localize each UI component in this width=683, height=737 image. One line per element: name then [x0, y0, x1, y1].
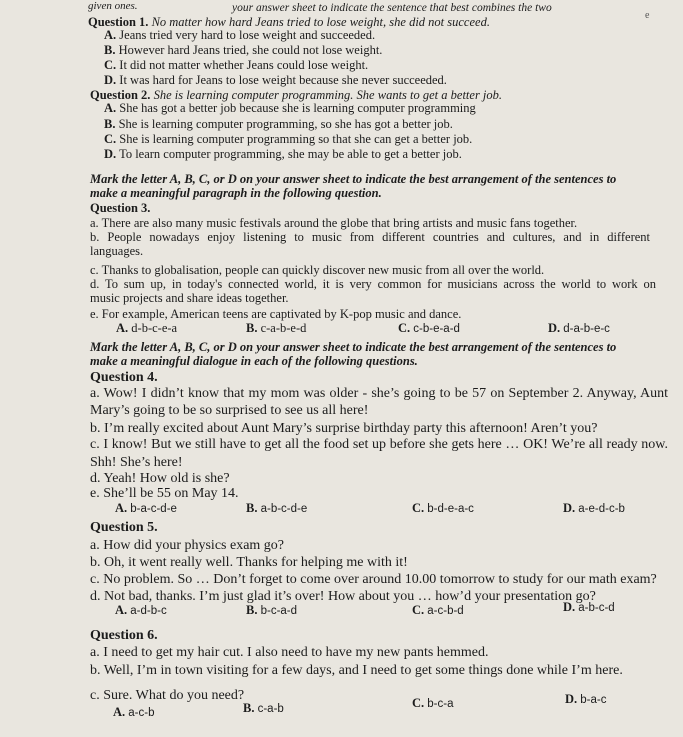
q1-stem: No matter how hard Jeans tried to lose weight, she did not succeed.	[151, 15, 490, 29]
q3-label: Question 3.	[90, 201, 151, 215]
q6-option-a[interactable]: A. a-c-b	[113, 705, 155, 719]
q4-sentence-c-line1: c. I know! But we still have to get all the food set up before she gets here … OK! We’re all ready now.	[90, 437, 668, 452]
q4-sentence-e: e. She’ll be 55 on May 14.	[90, 486, 239, 501]
q3-option-a[interactable]: A. d-b-c-e-a	[116, 321, 178, 335]
q4-option-c[interactable]: C. b-d-e-a-c	[412, 501, 474, 515]
q4-sentence-a-line1: a. Wow! I didn’t know that my mom was older - she’s going to be 57 on September 2. Anyway, Aunt	[90, 386, 668, 401]
q3-sentence-d-line1: d. To sum up, in today's connected world, it is very common for musicians across the world to work on	[90, 277, 656, 291]
q6-option-d[interactable]: D. b-a-c	[565, 692, 607, 706]
q4-option-b[interactable]: B. a-b-c-d-e	[246, 501, 308, 515]
q1-option-b[interactable]: B. However hard Jeans tried, she could not lose weight.	[104, 43, 383, 57]
q1-option-d[interactable]: D. It was hard for Jeans to lose weight because she never succeeded.	[104, 73, 447, 87]
q4-sentence-b: b. I’m really excited about Aunt Mary’s surprise birthday party this afternoon! Aren’t you?	[90, 421, 598, 436]
instruction-arrangement-dialogue-line2: make a meaningful dialogue in each of the following questions.	[90, 354, 418, 368]
instruction-arrangement-paragraph-line1: Mark the letter A, B, C, or D on your answer sheet to indicate the best arrangement of the sentences to	[90, 172, 617, 186]
instruction-arrangement-dialogue-line1: Mark the letter A, B, C, or D on your answer sheet to indicate the best arrangement of the sentences to	[90, 340, 617, 354]
q6-option-b[interactable]: B. c-a-b	[243, 701, 284, 715]
q3-sentence-c: c. Thanks to globalisation, people can quickly discover new music from all over the world.	[90, 263, 545, 277]
q2-stem: She is learning computer programming. She wants to get a better job.	[153, 88, 503, 102]
q6-sentence-b: b. Well, I’m in town visiting for a few days, and I need to get some things done while I’m here.	[90, 663, 623, 678]
q4-sentence-a-line2: Mary’s going to be so surprised to see us all here!	[90, 403, 369, 418]
q4-sentence-c-line2: Shh! She’s here!	[90, 455, 183, 470]
q3-option-c[interactable]: C. c-b-e-a-d	[398, 321, 460, 335]
q6-sentence-a: a. I need to get my hair cut. I also need to have my new pants hemmed.	[90, 645, 489, 660]
q3-sentence-b-line1: b. People nowadays enjoy listening to music from different countries and cultures, and in different	[90, 230, 650, 244]
header-right-fragment: your answer sheet to indicate the sentence that best combines the two	[232, 2, 552, 14]
q3-option-b[interactable]: B. c-a-b-e-d	[246, 321, 307, 335]
q2-option-d[interactable]: D. To learn computer programming, she may be able to get a better job.	[104, 147, 462, 161]
q5-option-c[interactable]: C. a-c-b-d	[412, 603, 464, 617]
q2-option-a[interactable]: A. She has got a better job because she is learning computer programming	[104, 101, 476, 115]
q3-sentence-e: e. For example, American teens are captivated by K-pop music and dance.	[90, 307, 462, 321]
q3-sentence-d-line2: music projects and share ideas together.	[90, 291, 289, 305]
q5-option-b[interactable]: B. b-c-a-d	[246, 603, 298, 617]
q5-label: Question 5.	[90, 520, 158, 535]
margin-mark: e	[645, 10, 650, 21]
q1-label: Question 1.	[88, 15, 149, 29]
q5-sentence-d: d. Not bad, thanks. I’m just glad it’s over! How about you … how’d your presentation go?	[90, 589, 596, 604]
q1-option-c[interactable]: C. It did not matter whether Jeans could lose weight.	[104, 58, 369, 72]
q3-sentence-a: a. There are also many music festivals around the globe that bring artists and music fans together.	[90, 216, 578, 230]
header-left-fragment: given ones.	[88, 0, 138, 12]
q2-option-c[interactable]: C. She is learning computer programming so that she can get a better job.	[104, 132, 473, 146]
q5-option-a[interactable]: A. a-d-b-c	[115, 603, 167, 617]
q4-option-a[interactable]: A. b-a-c-d-e	[115, 501, 177, 515]
instruction-arrangement-paragraph-line2: make a meaningful paragraph in the following question.	[90, 186, 382, 200]
q2-label: Question 2.	[90, 88, 151, 102]
q3-option-d[interactable]: D. d-a-b-e-c	[548, 321, 610, 335]
q4-sentence-d: d. Yeah! How old is she?	[90, 471, 230, 486]
q5-sentence-a: a. How did your physics exam go?	[90, 538, 285, 553]
q5-option-d[interactable]: D. a-b-c-d	[563, 600, 615, 614]
q2-option-b[interactable]: B. She is learning computer programming, so she has got a better job.	[104, 117, 453, 131]
q4-option-d[interactable]: D. a-e-d-c-b	[563, 501, 625, 515]
q6-sentence-c: c. Sure. What do you need?	[90, 688, 245, 703]
q5-sentence-c: c. No problem. So … Don’t forget to come over around 10.00 tomorrow to study for our math exam?	[90, 572, 657, 587]
q4-label: Question 4.	[90, 370, 158, 385]
q3-sentence-b-line2: languages.	[90, 244, 144, 258]
q6-option-c[interactable]: C. b-c-a	[412, 696, 454, 710]
q1-option-a[interactable]: A. Jeans tried very hard to lose weight and succeeded.	[104, 28, 376, 42]
q6-label: Question 6.	[90, 628, 158, 643]
q5-sentence-b: b. Oh, it went really well. Thanks for helping me with it!	[90, 555, 408, 570]
